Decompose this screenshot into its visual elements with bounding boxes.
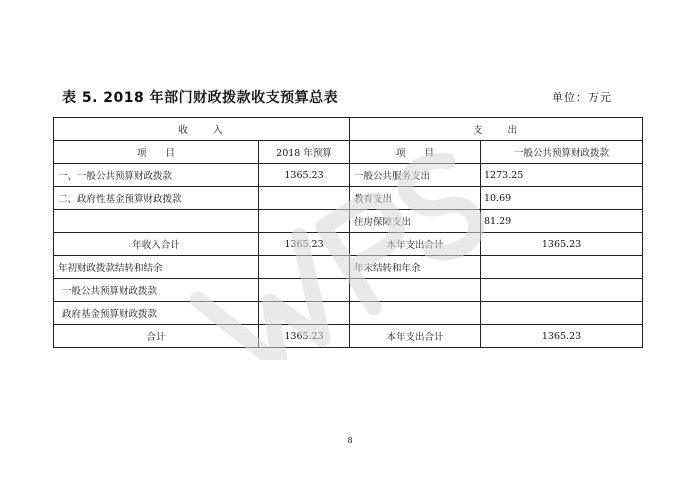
table-row bbox=[54, 233, 643, 256]
budget-2018-header: 2018 年预算 bbox=[259, 141, 350, 164]
income-item: 二、政府性基金预算财政拨款 bbox=[54, 187, 259, 210]
expense-value bbox=[481, 279, 643, 302]
income-value: 1365.23 bbox=[259, 325, 350, 348]
expense-item: 住房保障支出 bbox=[350, 210, 481, 233]
expense-item: 本年支出合计 bbox=[350, 325, 481, 348]
expense-value bbox=[481, 302, 643, 325]
income-value bbox=[259, 302, 350, 325]
expense-header: 支 出 bbox=[350, 118, 643, 141]
expense-item: 本年支出合计 bbox=[350, 233, 481, 256]
income-item: 一般公共预算财政拨款 bbox=[54, 279, 259, 302]
general-budget-header: 一般公共预算财政拨款 bbox=[481, 141, 643, 164]
expense-value: 1365.23 bbox=[481, 233, 643, 256]
income-header: 收 入 bbox=[54, 118, 350, 141]
income-item: 政府基金预算财政拨款 bbox=[54, 302, 259, 325]
table-row bbox=[54, 187, 643, 210]
income-item-header: 项 目 bbox=[54, 141, 259, 164]
expense-value: 1365.23 bbox=[481, 325, 643, 348]
expense-item: 教育支出 bbox=[350, 187, 481, 210]
expense-value: 1273.25 bbox=[481, 164, 643, 187]
expense-value: 10.69 bbox=[481, 187, 643, 210]
income-value: 1365.23 bbox=[259, 164, 350, 187]
income-item: 年收入合计 bbox=[54, 233, 259, 256]
expense-item: 年末结转和年余 bbox=[350, 256, 481, 279]
table-row bbox=[54, 279, 643, 302]
table-row bbox=[54, 325, 643, 348]
table-title: 表 5. 2018 年部门财政拨款收支预算总表 bbox=[62, 90, 339, 106]
income-value bbox=[259, 256, 350, 279]
expense-value bbox=[481, 256, 643, 279]
income-item bbox=[54, 210, 259, 233]
expense-item bbox=[350, 302, 481, 325]
income-value bbox=[259, 187, 350, 210]
table-row bbox=[54, 210, 643, 233]
page-number: 8 bbox=[347, 436, 353, 445]
table-row bbox=[54, 164, 643, 187]
income-value: 1365.23 bbox=[259, 233, 350, 256]
header-row-top bbox=[54, 118, 643, 141]
expense-value: 81.29 bbox=[481, 210, 643, 233]
income-item: 合计 bbox=[54, 325, 259, 348]
table-row bbox=[54, 256, 643, 279]
budget-table bbox=[53, 117, 643, 348]
income-value bbox=[259, 210, 350, 233]
income-value bbox=[259, 279, 350, 302]
income-item: 年初财政拨款结转和结余 bbox=[54, 256, 259, 279]
unit-label: 单位：万元 bbox=[552, 91, 612, 104]
expense-item: 一般公共服务支出 bbox=[350, 164, 481, 187]
table-row bbox=[54, 302, 643, 325]
income-item: 一、一般公共预算财政拨款 bbox=[54, 164, 259, 187]
expense-item-header: 项 目 bbox=[350, 141, 481, 164]
header-row-sub bbox=[54, 141, 643, 164]
expense-item bbox=[350, 279, 481, 302]
